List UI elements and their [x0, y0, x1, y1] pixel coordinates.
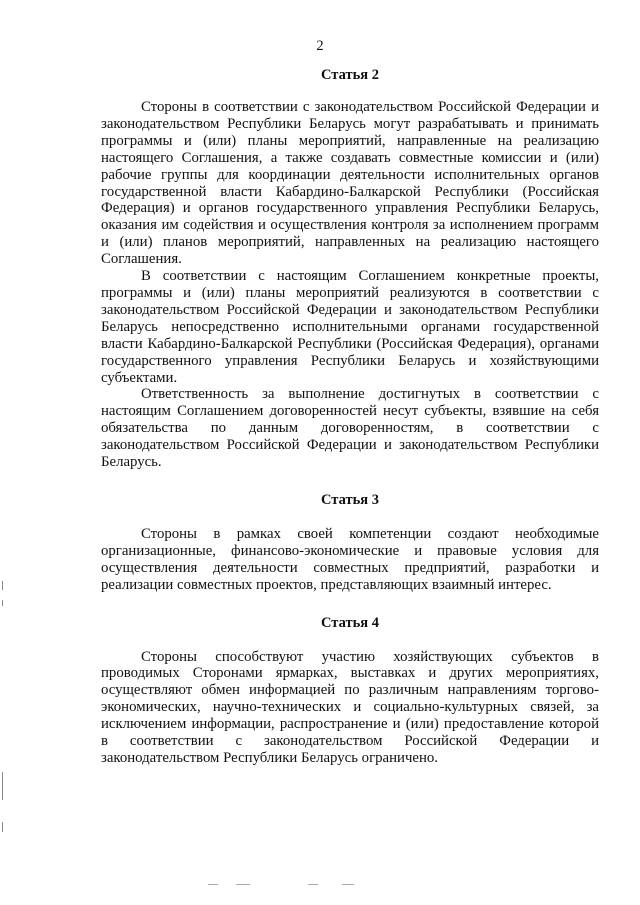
- scan-artifact: [2, 600, 3, 606]
- page-number: 2: [316, 38, 324, 54]
- scan-artifact: [2, 822, 3, 832]
- scan-artifact: [236, 884, 250, 885]
- paragraph: Ответственность за выполнение достигнутых в соответствии с настоящим Соглашением договоренностей несут субъекты, взявшие на себя обязательства по данным договоренностям, в соответствии с законодательством Российской Федерации и законодательством Республики Беларусь.: [101, 386, 599, 471]
- article-title: Статья 2: [321, 67, 379, 83]
- paragraph: В соответствии с настоящим Соглашением конкретные проекты, программы и (или) планы мероприятий реализуются в соответствии с законодательством Российской Федерации и законодательством Республики Беларусь непосредственно исполнительными органами государственной власти Кабардино-Балкарской Республики (Российская Федерация), органами государственного управления Республики Беларусь и хозяйствующими субъектами.: [101, 268, 599, 386]
- scan-artifact: [2, 772, 3, 800]
- article-title: Статья 3: [321, 491, 379, 508]
- paragraph: Стороны способствуют участию хозяйствующих субъектов в проводимых Сторонами ярмарках, выставках и других мероприятиях, осуществляют обмен информацией по различным направлениям торгово-экономических, научно-технических и социально-культурных связей, за исключением информации, распространение и (или) предоставление которой в соответствии с законодательством Российской Федерации и законодательством Республики Беларусь ограничено.: [101, 648, 599, 766]
- article-3: [101, 491, 599, 594]
- scan-artifact: [308, 884, 318, 885]
- scan-artifact: [342, 884, 354, 885]
- article-4: [101, 614, 599, 767]
- paragraph: Стороны в рамках своей компетенции создают необходимые организационные, финансово-экономические и правовые условия для осуществления деятельности совместных предприятий, разработки и реализации совместных проектов, представляющих взаимный интерес.: [101, 525, 599, 593]
- scan-artifact: [208, 884, 218, 885]
- document-body: [101, 66, 599, 767]
- article-title: Статья 4: [321, 614, 379, 631]
- paragraph: Стороны в соответствии с законодательством Российской Федерации и законодательством Республики Беларусь могут разрабатывать и принимать программы и (или) планы мероприятий, направленные на реализацию настоящего Соглашения, а также создавать совместные комиссии и (или) рабочие группы для координации деятельности исполнительных органов государственной власти Кабардино-Балкарской Республики (Российская Федерация) и органов государственного управления Республики Беларусь, оказания им содействия и осуществления контроля за исполнением программ и (или) планов мероприятий, направленных на реализацию настоящего Соглашения.: [101, 99, 599, 268]
- article-2: [101, 66, 599, 471]
- scan-artifact: [2, 581, 3, 590]
